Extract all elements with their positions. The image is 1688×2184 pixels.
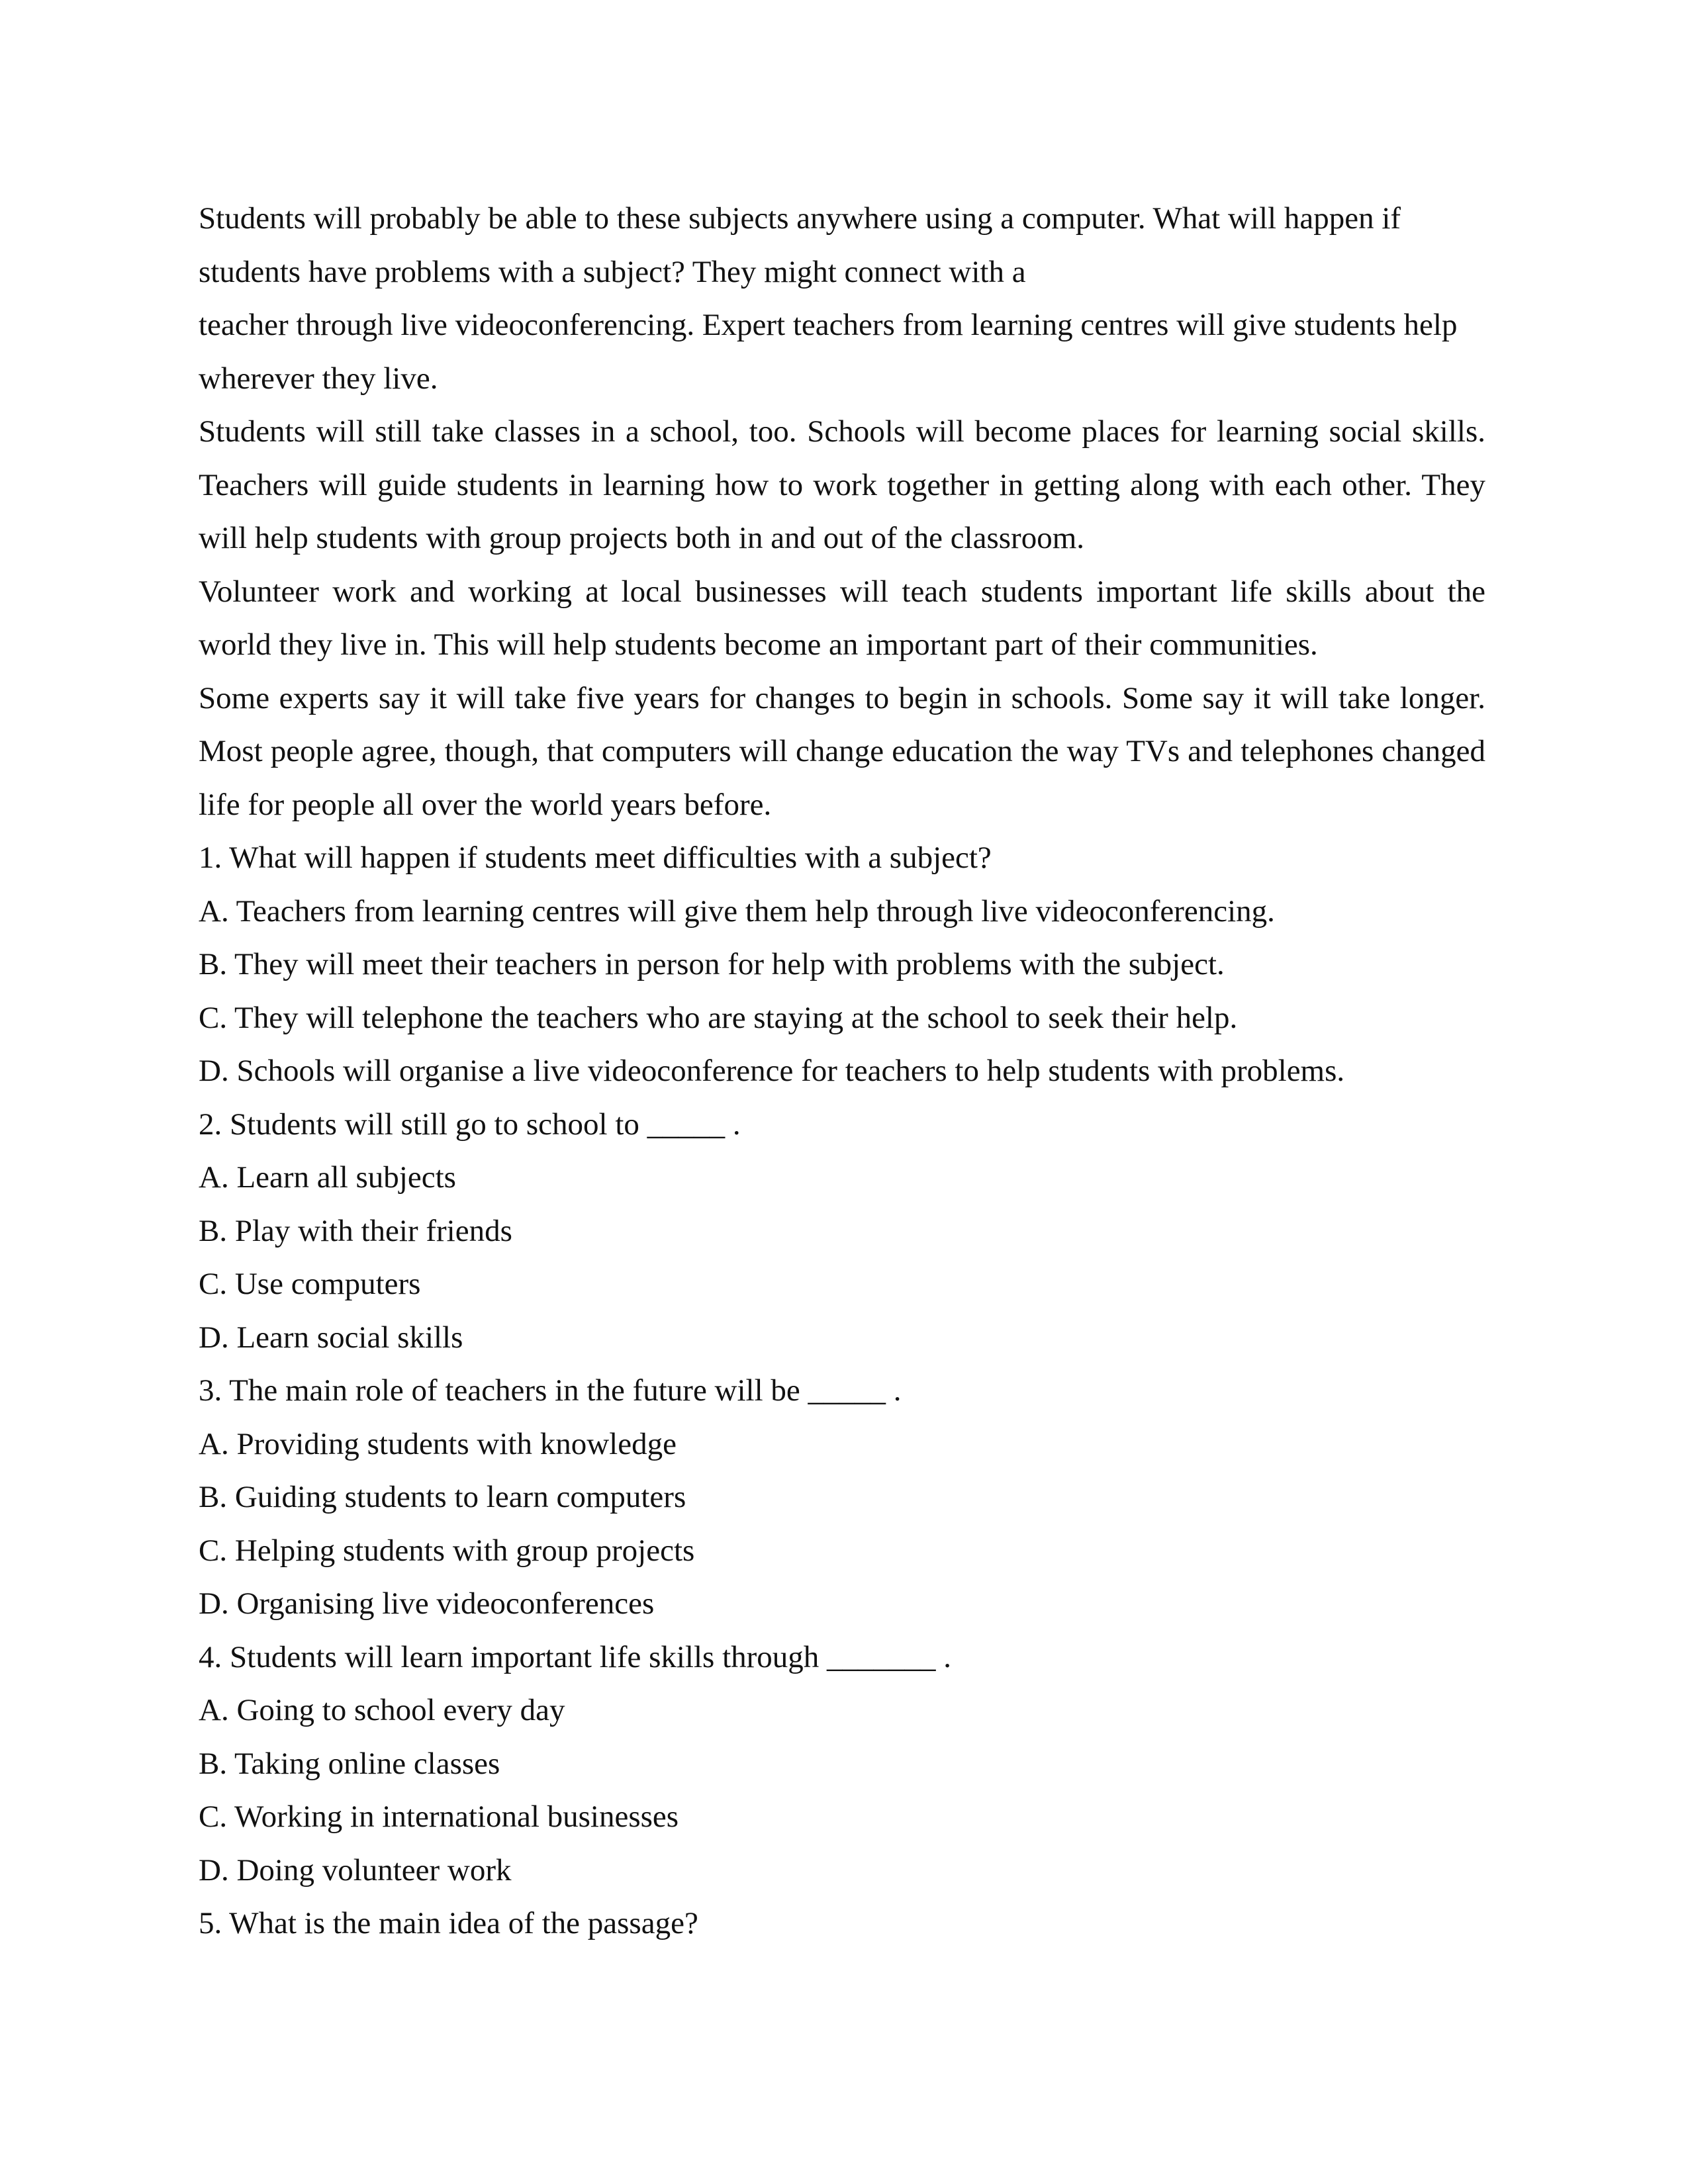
document-page <box>199 192 1485 1950</box>
passage-paragraph-1b: teacher through live videoconferencing. Expert teachers from learning centres will give students help wherever they live. <box>199 308 1458 396</box>
question-5: 5. What is the main idea of the passage? <box>199 1906 698 1940</box>
question-2: 2. Students will still go to school to _____ . <box>199 1107 741 1142</box>
question-4: 4. Students will learn important life skills through _______ . <box>199 1639 952 1674</box>
question-1-option-a[interactable]: A. Teachers from learning centres will give them help through live videoconferencing. <box>199 893 1275 929</box>
question-1-option-b[interactable]: B. They will meet their teachers in person for help with problems with the subject. <box>199 947 1225 981</box>
question-2-option-d[interactable]: D. Learn social skills <box>199 1320 463 1355</box>
question-3-option-b[interactable]: B. Guiding students to learn computers <box>199 1480 686 1514</box>
passage-paragraph-2: Students will still take classes in a school, too. Schools will become places for learning social skills. Teachers will guide students in learning how to work together in getting along with each other. They will help students with group projects both in and out of the classroom. <box>199 414 1485 555</box>
passage-paragraph-4: Some experts say it will take five years for changes to begin in schools. Some say it will take longer. Most people agree, though, that computers will change education the way TVs and telephones changed life for people all over the world years before. <box>199 680 1485 822</box>
question-1: 1. What will happen if students meet difficulties with a subject? <box>199 841 992 875</box>
question-1-option-d[interactable]: D. Schools will organise a live videoconference for teachers to help students with problems. <box>199 1054 1345 1088</box>
question-2-option-a[interactable]: A. Learn all subjects <box>199 1160 456 1195</box>
question-3: 3. The main role of teachers in the future will be _____ . <box>199 1373 902 1408</box>
reading-passage <box>199 192 1485 831</box>
question-4-option-a[interactable]: A. Going to school every day <box>199 1693 565 1727</box>
question-2-option-b[interactable]: B. Play with their friends <box>199 1213 512 1248</box>
question-2-option-c[interactable]: C. Use computers <box>199 1267 421 1301</box>
question-4-option-d[interactable]: D. Doing volunteer work <box>199 1852 512 1888</box>
question-3-option-c[interactable]: C. Helping students with group projects <box>199 1533 695 1568</box>
question-3-option-d[interactable]: D. Organising live videoconferences <box>199 1586 655 1621</box>
question-3-option-a[interactable]: A. Providing students with knowledge <box>199 1426 677 1461</box>
passage-paragraph-3: Volunteer work and working at local businesses will teach students important life skills about the world they live in. This will help students become an important part of their communities. <box>199 574 1485 662</box>
passage-paragraph-1a: Students will probably be able to these subjects anywhere using a computer. What will happen if students have problems with a subject? They might connect with a <box>199 201 1401 289</box>
question-4-option-b[interactable]: B. Taking online classes <box>199 1746 500 1781</box>
question-list <box>199 831 1485 1950</box>
question-4-option-c[interactable]: C. Working in international businesses <box>199 1799 679 1834</box>
question-1-option-c[interactable]: C. They will telephone the teachers who are staying at the school to seek their help. <box>199 1000 1238 1035</box>
